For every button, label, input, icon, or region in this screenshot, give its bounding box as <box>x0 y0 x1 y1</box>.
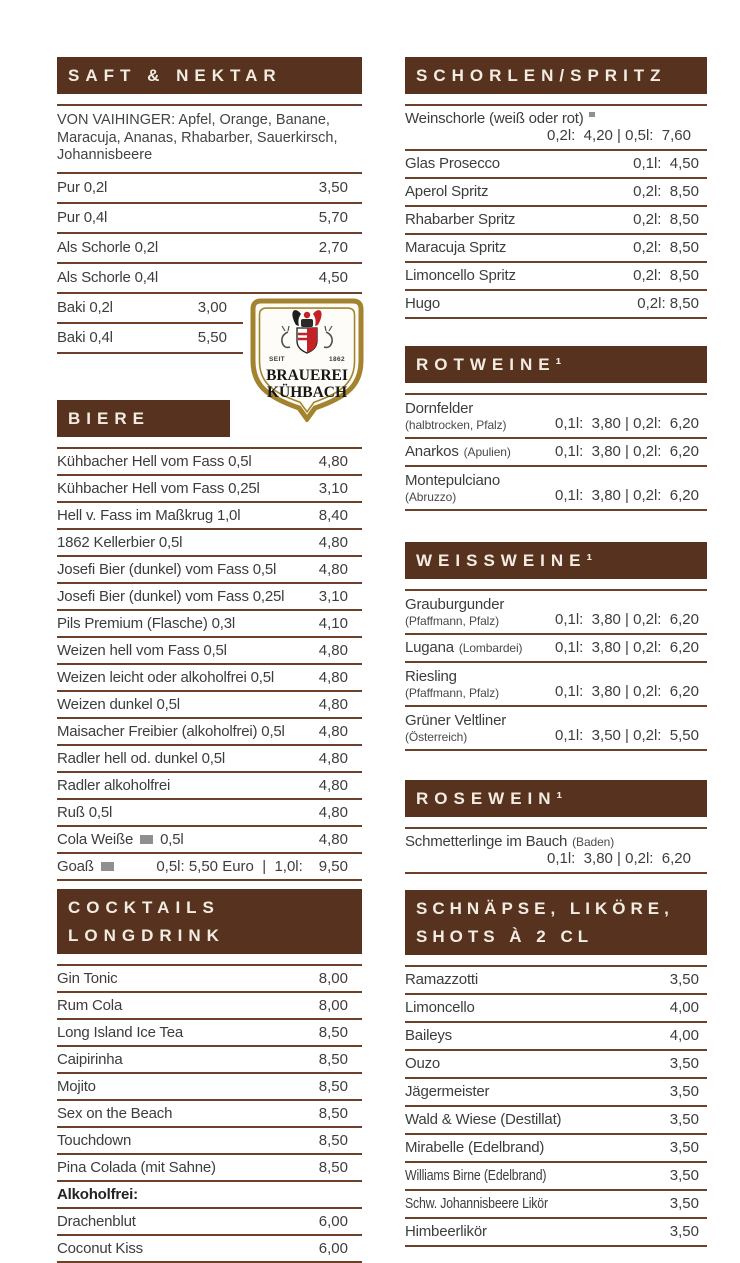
item-origin: (Pfaffmann, Pfalz) <box>405 613 500 628</box>
menu-item-row <box>405 1219 707 1247</box>
item-name: Pur 0,2l <box>57 179 108 197</box>
item-price: 9,50 <box>318 857 348 875</box>
menu-item-row <box>57 530 362 557</box>
menu-item-row <box>405 395 707 439</box>
section-note: VON VAIHINGER: Apfel, Orange, Banane, Maracuja, Ananas, Rhabarber, Sauerkirsch, Johannisbeere <box>57 106 362 174</box>
item-price: 4,00 <box>669 999 699 1016</box>
menu-item-row <box>57 854 362 881</box>
footnote-marker-icon <box>589 112 595 117</box>
menu-item-row <box>405 1051 707 1079</box>
menu-item-row <box>57 1155 362 1182</box>
item-name: Baki 0,4l <box>57 329 113 347</box>
item-price: 5,50 <box>197 329 227 347</box>
item-name: Rhabarber Spritz <box>405 211 516 228</box>
section-item-list <box>405 393 707 511</box>
item-name: Drachenblut <box>57 1212 136 1230</box>
item-name: Weizen dunkel 0,5l <box>57 695 180 713</box>
section-weissweine <box>405 542 707 751</box>
column-left <box>57 57 362 1263</box>
menu-item-row <box>57 1020 362 1047</box>
section-rotweine <box>405 346 707 511</box>
menu-item-row <box>57 1182 362 1209</box>
item-price: 0,2l: 8,50 <box>637 295 699 312</box>
menu-item-row <box>405 263 707 291</box>
section-schorlen <box>405 57 707 319</box>
item-name: Glas Prosecco <box>405 155 500 172</box>
item-price: 4,80 <box>318 668 348 686</box>
item-name: Long Island Ice Tea <box>57 1023 184 1041</box>
item-price: 4,80 <box>318 641 348 659</box>
menu-item-row <box>405 207 707 235</box>
menu-item-row <box>405 151 707 179</box>
section-header-bar <box>405 890 707 955</box>
item-price: 4,80 <box>318 830 348 848</box>
menu-item-row <box>405 1163 707 1191</box>
item-name: Als Schorle 0,4l <box>57 269 159 287</box>
item-price: 3,50 <box>669 1083 699 1100</box>
item-price: 0,2l: 4,20 | 0,5l: 7,60 <box>547 127 691 144</box>
item-name: Aperol Spritz <box>405 183 489 200</box>
item-price: 8,50 <box>318 1131 348 1149</box>
item-price: 4,80 <box>318 776 348 794</box>
item-origin: (Lombardei) <box>458 641 523 655</box>
menu-item-row <box>405 635 707 663</box>
item-price: 0,2l: 8,50 <box>633 239 699 256</box>
item-name: Coconut Kiss <box>57 1239 143 1257</box>
item-price: 4,80 <box>318 533 348 551</box>
menu-item-row <box>57 993 362 1020</box>
section-title: WEISSWEINE¹ <box>416 551 599 570</box>
item-name: Radler alkoholfrei <box>57 776 171 794</box>
item-name: Pur 0,4l <box>57 209 108 227</box>
menu-item-row <box>57 234 362 264</box>
item-price: 0,2l: 8,50 <box>633 211 699 228</box>
item-price: 3,00 <box>197 299 227 317</box>
menu-item-row <box>57 476 362 503</box>
item-price: 3,10 <box>318 479 348 497</box>
item-price: 0,1l: 3,80 | 0,2l: 6,20 <box>555 682 699 700</box>
item-name: Josefi Bier (dunkel) vom Fass 0,5l <box>57 560 277 578</box>
item-mid-price: 0,5l: 5,50 Euro | 1,0l: <box>156 857 303 875</box>
logo-seit: SEIT <box>268 356 286 363</box>
menu-item-row <box>57 746 362 773</box>
section-cocktails <box>57 889 362 1263</box>
item-origin: (Österreich) <box>405 729 468 744</box>
item-name: 1862 Kellerbier 0,5l <box>57 533 183 551</box>
item-price: 0,2l: 8,50 <box>633 183 699 200</box>
logo-year: 1862 <box>328 356 346 363</box>
section-biere <box>57 400 362 881</box>
menu-item-row <box>405 663 707 707</box>
menu-item-row <box>405 291 707 319</box>
section-item-list <box>405 965 707 1247</box>
item-origin: (Apulien) <box>463 445 511 459</box>
item-name: Schw. Johannisbeere Likör <box>405 1195 548 1212</box>
item-price: 4,80 <box>318 560 348 578</box>
menu-item-row <box>405 179 707 207</box>
item-price: 4,80 <box>318 722 348 740</box>
menu-item-row <box>405 591 707 635</box>
item-name: Gin Tonic <box>57 969 118 987</box>
brauerei-kuehbach-logo <box>248 298 366 422</box>
item-name: Kühbacher Hell vom Fass 0,5l <box>57 452 252 470</box>
item-name: Kühbacher Hell vom Fass 0,25l <box>57 479 260 497</box>
item-price: 0,1l: 4,50 <box>633 155 699 172</box>
item-price: 3,50 <box>669 1111 699 1128</box>
menu-item-row <box>57 174 362 204</box>
item-price: 0,1l: 3,80 | 0,2l: 6,20 <box>555 610 699 628</box>
item-name: Caipirinha <box>57 1050 123 1068</box>
section-header-bar <box>405 57 707 94</box>
item-price: 6,00 <box>318 1239 348 1257</box>
menu-item-row <box>405 1107 707 1135</box>
menu-item-row <box>57 1074 362 1101</box>
item-price: 0,1l: 3,50 | 0,2l: 5,50 <box>555 726 699 744</box>
section-item-list <box>57 447 362 881</box>
section-title: BIERE <box>68 409 150 429</box>
item-price: 3,50 <box>669 1167 699 1184</box>
item-price: 8,00 <box>318 996 348 1014</box>
menu-item-row <box>57 665 362 692</box>
item-name: Grüner Veltliner <box>405 711 507 729</box>
item-name: Ruß 0,5l <box>57 803 113 821</box>
item-price: 3,50 <box>669 971 699 988</box>
item-price: 0,1l: 3,80 | 0,2l: 6,20 <box>555 639 699 656</box>
section-title: SCHORLEN/SPRITZ <box>416 66 667 85</box>
menu-item-row <box>57 692 362 719</box>
menu-item-row <box>405 967 707 995</box>
menu-item-row <box>405 1023 707 1051</box>
item-name: Himbeerlikör <box>405 1223 487 1240</box>
item-price: 8,00 <box>318 969 348 987</box>
menu-item-row <box>57 1101 362 1128</box>
menu-item-row <box>405 439 707 467</box>
item-name: Goaß <box>57 857 94 875</box>
item-price: 0,1l: 3,80 | 0,2l: 6,20 <box>555 414 699 432</box>
menu-item-row <box>57 773 362 800</box>
item-name: Hell v. Fass im Maßkrug 1,0l <box>57 506 241 524</box>
item-price: 0,1l: 3,80 | 0,2l: 6,20 <box>547 850 691 867</box>
section-schnaepse <box>405 890 707 1247</box>
item-name: Als Schorle 0,2l <box>57 239 159 257</box>
item-name: Williams Birne (Edelbrand) <box>405 1167 547 1184</box>
item-name: Baki 0,2l <box>57 299 113 317</box>
menu-item-row <box>405 707 707 751</box>
item-name: Ramazzotti <box>405 971 479 988</box>
item-name: Mirabelle (Edelbrand) <box>405 1139 545 1156</box>
item-name: Ouzo <box>405 1055 441 1072</box>
item-origin: (Abruzzo) <box>405 489 457 504</box>
item-origin: (halbtrocken, Pfalz) <box>405 417 507 432</box>
item-name: Montepulciano <box>405 471 500 489</box>
menu-item-row <box>57 611 362 638</box>
section-item-list <box>57 964 362 1263</box>
item-origin: (Pfaffmann, Pfalz) <box>405 685 500 700</box>
menu-item-row <box>57 719 362 746</box>
menu-item-row <box>57 204 362 234</box>
item-name: Radler hell od. dunkel 0,5l <box>57 749 226 767</box>
item-price: 8,50 <box>318 1077 348 1095</box>
section-title: SCHNÄPSE, LIKÖRE, <box>416 899 674 918</box>
menu-item-row <box>405 1079 707 1107</box>
section-item-list <box>405 104 707 319</box>
item-price: 3,50 <box>669 1223 699 1240</box>
menu-item-row <box>405 106 707 151</box>
menu-item-row <box>405 829 707 874</box>
item-price: 0,2l: 8,50 <box>633 267 699 284</box>
menu-item-row <box>57 800 362 827</box>
item-name: Sex on the Beach <box>57 1104 173 1122</box>
section-item-list <box>405 589 707 751</box>
item-price: 8,50 <box>318 1023 348 1041</box>
item-name: Schmetterlinge im Bauch <box>405 833 568 850</box>
section-item-list <box>405 827 707 874</box>
item-price: 4,80 <box>318 695 348 713</box>
item-price: 8,50 <box>318 1050 348 1068</box>
item-name: Josefi Bier (dunkel) vom Fass 0,25l <box>57 587 285 605</box>
item-price: 0,1l: 3,80 | 0,2l: 6,20 <box>555 443 699 460</box>
item-price: 8,40 <box>318 506 348 524</box>
menu-item-row <box>57 584 362 611</box>
item-name: Dornfelder <box>405 399 474 417</box>
menu-item-row <box>57 294 243 324</box>
section-title: SHOTS À 2 CL <box>416 927 594 946</box>
section-header-bar <box>57 400 230 437</box>
item-name: Maisacher Freibier (alkoholfrei) 0,5l <box>57 722 285 740</box>
item-price: 3,10 <box>318 587 348 605</box>
item-name: Lugana <box>405 639 454 656</box>
menu-item-row <box>405 995 707 1023</box>
menu-item-row <box>57 264 362 294</box>
item-name: Baileys <box>405 1027 452 1044</box>
item-name: Touchdown <box>57 1131 132 1149</box>
menu-item-row <box>57 503 362 530</box>
menu-item-row <box>57 966 362 993</box>
logo-name-line1: BRAUEREI <box>266 367 348 384</box>
item-name: Maracuja Spritz <box>405 239 507 256</box>
logo-name-line2: KÜHBACH <box>266 384 348 401</box>
item-name: Rum Cola <box>57 996 123 1014</box>
item-price: 0,1l: 3,80 | 0,2l: 6,20 <box>555 486 699 504</box>
item-name: Weinschorle (weiß oder rot) <box>405 110 584 127</box>
item-name: Weizen hell vom Fass 0,5l <box>57 641 227 659</box>
item-price: 2,70 <box>318 239 348 257</box>
section-rosewein <box>405 780 707 874</box>
item-price: 3,50 <box>669 1139 699 1156</box>
item-name: Grauburgunder <box>405 595 505 613</box>
item-price: 3,50 <box>669 1195 699 1212</box>
section-header-bar <box>405 542 707 579</box>
item-name: Pina Colada (mit Sahne) <box>57 1158 216 1176</box>
item-price: 8,50 <box>318 1104 348 1122</box>
item-name: Anarkos <box>405 443 459 460</box>
item-price: 3,50 <box>669 1055 699 1072</box>
menu-item-row <box>57 1047 362 1074</box>
item-name: Wald & Wiese (Destillat) <box>405 1111 562 1128</box>
item-name: Cola Weiße <box>57 830 134 848</box>
section-header-bar <box>405 346 707 383</box>
item-price: 4,80 <box>318 749 348 767</box>
menu-item-row <box>57 827 362 854</box>
item-price: 4,80 <box>318 452 348 470</box>
section-title: COCKTAILS <box>68 898 220 918</box>
item-price: 3,50 <box>318 179 348 197</box>
item-name: Limoncello Spritz <box>405 267 516 284</box>
item-price: 4,00 <box>669 1027 699 1044</box>
item-price: 6,00 <box>318 1212 348 1230</box>
section-header-bar <box>57 889 362 954</box>
section-title: ROSEWEIN¹ <box>416 789 569 808</box>
item-name: Limoncello <box>405 999 475 1016</box>
item-origin: (Baden) <box>572 835 615 849</box>
item-price: 8,50 <box>318 1158 348 1176</box>
menu-item-row <box>405 235 707 263</box>
menu-item-row <box>405 467 707 511</box>
menu-item-row <box>57 557 362 584</box>
section-title: LONGDRINK <box>68 926 225 946</box>
item-price: 4,80 <box>318 803 348 821</box>
column-right <box>405 57 707 1263</box>
item-name: Jägermeister <box>405 1083 490 1100</box>
menu-item-row <box>57 449 362 476</box>
menu-item-row <box>57 1209 362 1236</box>
menu-item-row <box>57 324 243 354</box>
item-name: Hugo <box>405 295 441 312</box>
item-price: 4,50 <box>318 269 348 287</box>
item-name: Riesling <box>405 667 457 685</box>
item-name: Weizen leicht oder alkoholfrei 0,5l <box>57 668 275 686</box>
menu-item-row <box>57 638 362 665</box>
item-price: 5,70 <box>318 209 348 227</box>
section-header-bar <box>57 57 362 94</box>
item-name: Alkoholfrei: <box>57 1185 138 1203</box>
menu-item-row <box>405 1135 707 1163</box>
section-title: SAFT & NEKTAR <box>68 66 282 85</box>
menu-item-row <box>405 1191 707 1219</box>
section-header-bar <box>405 780 707 817</box>
menu-item-row <box>57 1128 362 1155</box>
footnote-marker-icon <box>101 862 114 871</box>
item-name-suffix: 0,5l <box>160 830 184 848</box>
item-name: Mojito <box>57 1077 96 1095</box>
item-price: 4,10 <box>318 614 348 632</box>
footnote-marker-icon <box>140 835 153 844</box>
item-name: Pils Premium (Flasche) 0,3l <box>57 614 235 632</box>
section-title: ROTWEINE¹ <box>416 355 568 374</box>
